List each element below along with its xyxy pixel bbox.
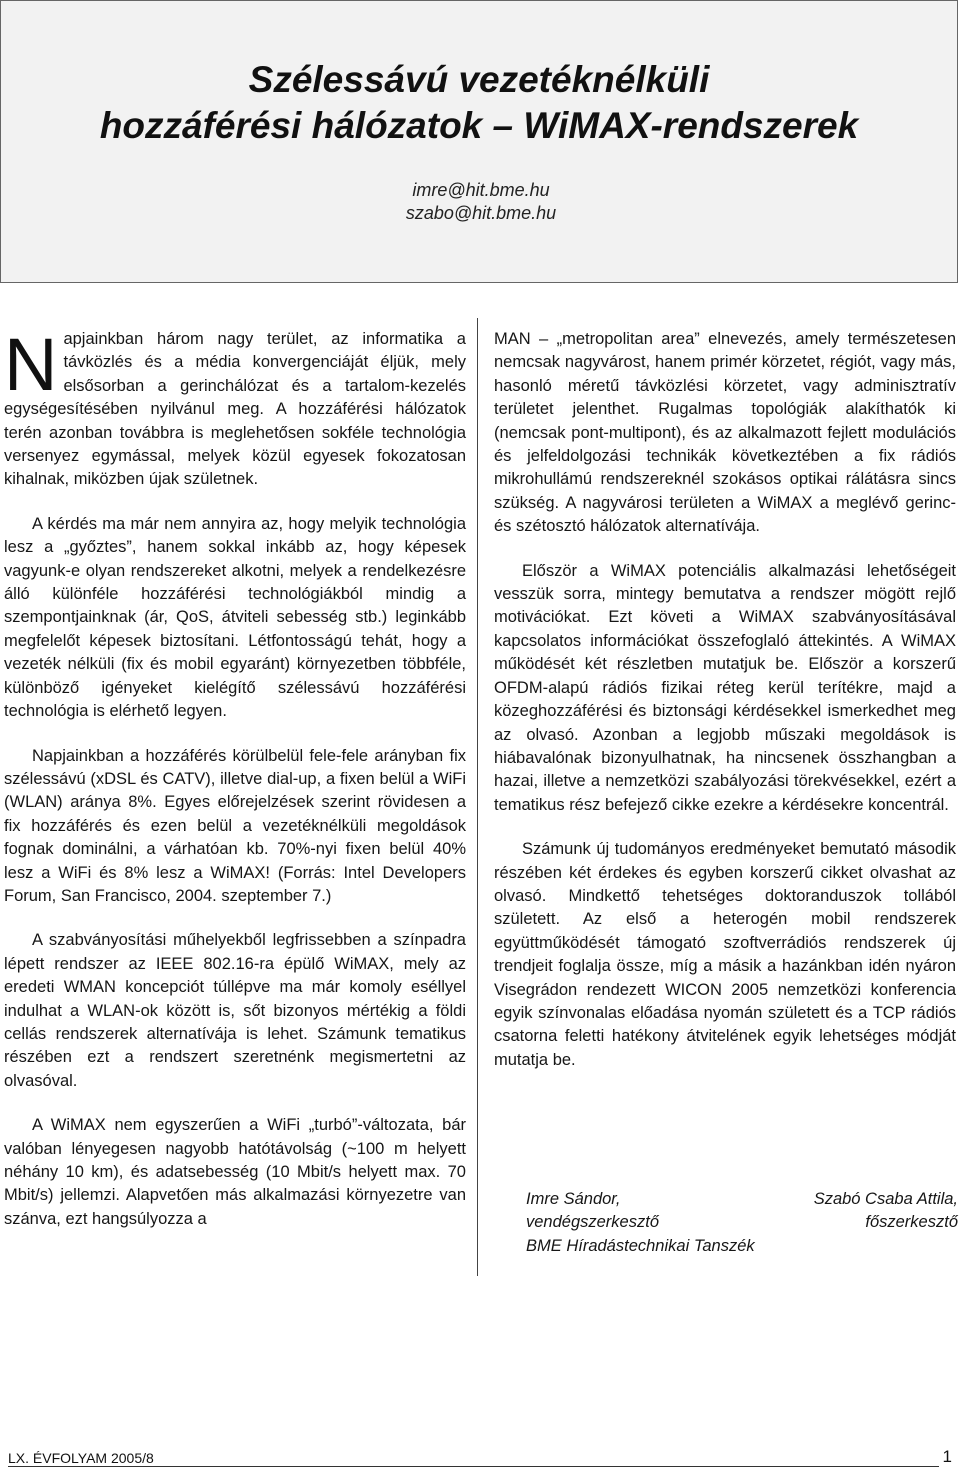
paragraph-2: A kérdés ma már nem annyira az, hogy melyik technológia lesz a „győztes”, hanem sokkal inkább az, hogy képesek vagyunk-e olyan rendszereket alkotni, melyek a rendelkezésre álló különféle hozzáférési technológiákból mindig a szempontjainknak (ár, QoS, átviteli sebesség stb.) leginkább megfelelőt képesek biztosítani. Létfontosságú tehát, hogy a vezeték nélküli (fix és mobil egyaránt) környezetben többféle, különböző igényeket kielégítő szélessávú hozzáférési technológia is elérhető legyen. — [4, 514, 466, 721]
paragraph-1-text: apjainkban három nagy terület, az informatika a távközlés és a média konvergenciáját éljük, mely elsősorban a gerinchálózat és a tartalom-kezelés egységesítésében nyilvánul meg. A hozzáférési hálózatok terén azonban továbbra is meglehetősen sokféle technológia versenyez egymással, melyek közül egyesek fokozatosan kihalnak, miközben újak születnek. — [4, 330, 466, 489]
signer-1-name: Imre Sándor, — [526, 1190, 621, 1208]
signer-2-name: Szabó Csaba Attila, — [813, 1190, 958, 1208]
signer-1-role: vendégszerkesztő — [526, 1213, 659, 1232]
drop-cap: N — [4, 323, 58, 406]
title-line-1: Szélessávú vezetéknélküli — [248, 59, 710, 100]
email-szabo[interactable]: szabo@hit.bme.hu — [405, 203, 557, 223]
paragraph-8: Számunk új tudományos eredményeket bemutató második részében két érdekes és egyben korszerű cikket olvashat az olvasó. Mindkettő tehetséges doktoranduszok tollából született. Az első a heterogén mobil rendszerek együttműködését támogató szoftverrádiós rendszerek új trendjeit foglalja össze, míg a másik a hazánkban idén nyáron Visegrádon rendezett WICON 2005 nemzetközi konferencia egyik színvonalas előadása nyomán született és a TCP rádiós csatorna feletti hatékony átvitelének egyik lehetséges módját mutatja be. — [494, 840, 956, 1069]
email-imre[interactable]: imre@hit.bme.hu — [412, 180, 550, 200]
title-line-2: hozzáférési hálózatok – WiMAX-rendszerek — [99, 105, 859, 146]
signature-block — [526, 1188, 958, 1258]
title-box — [0, 0, 958, 283]
footer-volume: LX. ÉVFOLYAM 2005/8 — [8, 1450, 158, 1466]
paragraph-5: A WiMAX nem egyszerűen a WiFi „turbó”-változata, bár valóban lényegesen nagyobb hatótávolság (~100 m helyett néhány 10 km), és adatsebesség (10 Mbit/s helyett max. 70 Mbit/s) jellemzi. Alapvetően más alkalmazási környezetre van szánva, ezt hangsúlyozza a — [4, 1116, 466, 1228]
paragraph-7: Először a WiMAX potenciális alkalmazási lehetőségeit vesszük sorra, mintegy bemutatva a rendszer mögött rejlő motivációkat. Ezt követi a WiMAX szabványosításával kapcsolatos információkat összefoglaló áttekintés. A WiMAX működését két részletben mutatjuk be. Először a korszerű OFDM-alapú rádiós fizikai réteg kerül terítékre, majd a közeghozzáférési és biztonsági kérdésekkel ismerkedhet meg az olvasó. Azonban a legjobb műszaki megoldások is hiábavalónak bizonyulhatnak, ha nincsenek összhangban a hazai, illetve a nemzetközi szabályozási törekvésekkel, ezért a tematikus rész befejező cikke ezekre a kérdésekre koncentrál. — [494, 561, 956, 814]
left-column — [4, 323, 466, 1252]
paragraph-1 — [4, 323, 466, 492]
right-column — [494, 328, 956, 1093]
footer-rule — [8, 1466, 952, 1467]
signer-2-role: főszerkesztő — [865, 1213, 958, 1232]
paragraph-3: Napjainkban a hozzáférés körülbelül fele-fele arányban fix szélessávú (xDSL és CATV), illetve dial-up, a fixen belül a WiFi (WLAN) aránya 8%. Egyes előrejelzések szerint rövidesen a fix hozzáférés és ezen belül a vezetéknélküli megoldások fognak dominálni, a várhatóan kb. 70%-nyi fixen belül 40% lesz a WiFi és 8% lesz a WiMAX! (Forrás: Intel Developers Forum, San Francisco, 2004. szeptember 7.) — [4, 746, 466, 905]
paragraph-4: A szabványosítási műhelyekből legfrissebben a színpadra lépett rendszer az IEEE 802.16-ra épülő WiMAX, mely az eredeti WMAN koncepciót túllépve ma már komoly eséllyel indulhat a WLAN-ok között is, sőt bizonyos mértékig a földi cellás rendszerek alternatívája is lehet. Számunk tematikus részében ezt a rendszert szeretnénk megismertetni az olvasóval. — [4, 931, 466, 1090]
paragraph-6: MAN – „metropolitan area” elnevezés, amely természetesen nemcsak nagyvárost, hanem primér körzetet, régiót, vagy más, hasonló méretű távközlési körzetet, vagy adminisztratív területet jelenthet. Rugalmas topológiák alakíthatók ki (nemcsak pont-multipont), és az alkalmazott fejlett modulációs és jelfeldolgozási technikák következtében a fix rádiós mikrohullámú rendszereknél szokásos optikai rálátásra sincs szükség. A nagyvárosi területen a WiMAX a meglévő gerinc- és szétosztó hálózatok alternatívája. — [494, 330, 956, 536]
column-divider — [477, 318, 478, 1276]
author-emails — [301, 179, 661, 225]
page-number: 1 — [939, 1447, 952, 1467]
article-title — [21, 57, 937, 149]
signer-affiliation: BME Híradástechnikai Tanszék — [526, 1236, 755, 1255]
